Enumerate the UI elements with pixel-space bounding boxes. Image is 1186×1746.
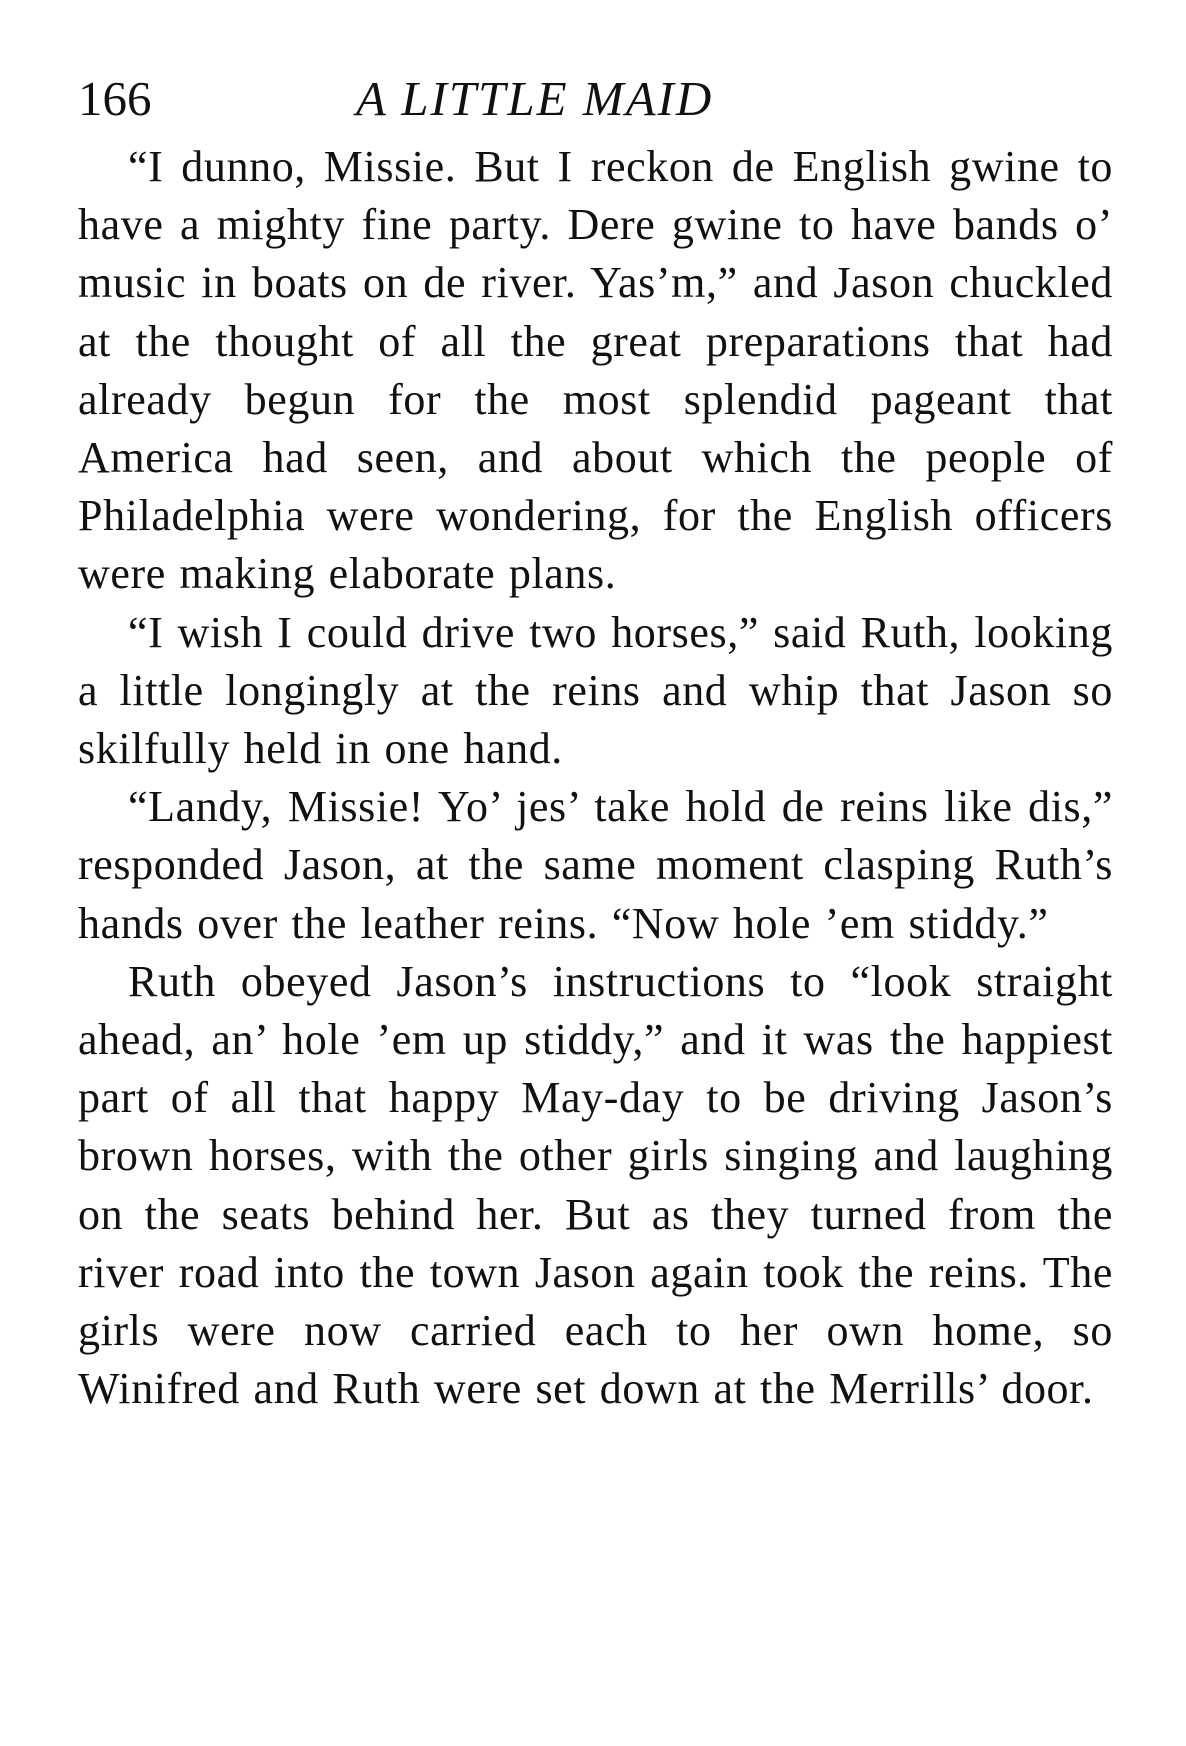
body-text [78,138,1113,1418]
running-title: A LITTLE MAID [356,71,714,126]
paragraph: “I dunno, Missie. But I reckon de English gwine to have a mighty fine party. Dere gwine to have bands o’ music in boats on de river. Yas’m,” and Jason chuckled at the thought of all the great preparations that had already begun for the most splendid pageant that America had seen, and about which the people of Philadelphia were wondering, for the English officers were making elaborate plans. [78,142,1113,599]
paragraph: “Landy, Missie! Yo’ jes’ take hold de reins like dis,” responded Jason, at the same moment clasping Ruth’s hands over the leather reins. “Now hole ’em stiddy.” [78,782,1113,948]
page-number: 166 [78,71,152,126]
paragraph: Ruth obeyed Jason’s instructions to “look straight ahead, an’ hole ’em up stiddy,” and it was the happiest part of all that happy May-day to be driving Jason’s brown horses, with the other girls singing and laughing on the seats behind her. But as they turned from the river road into the town Jason again took the reins. The girls were now carried each to her own home, so Winifred and Ruth were set down at the Merrills’ door. [78,956,1113,1414]
running-head [78,60,1113,138]
book-page [78,60,1113,1418]
paragraph: “I wish I could drive two horses,” said Ruth, looking a little longingly at the reins and whip that Jason so skilfully held in one hand. [78,607,1113,774]
